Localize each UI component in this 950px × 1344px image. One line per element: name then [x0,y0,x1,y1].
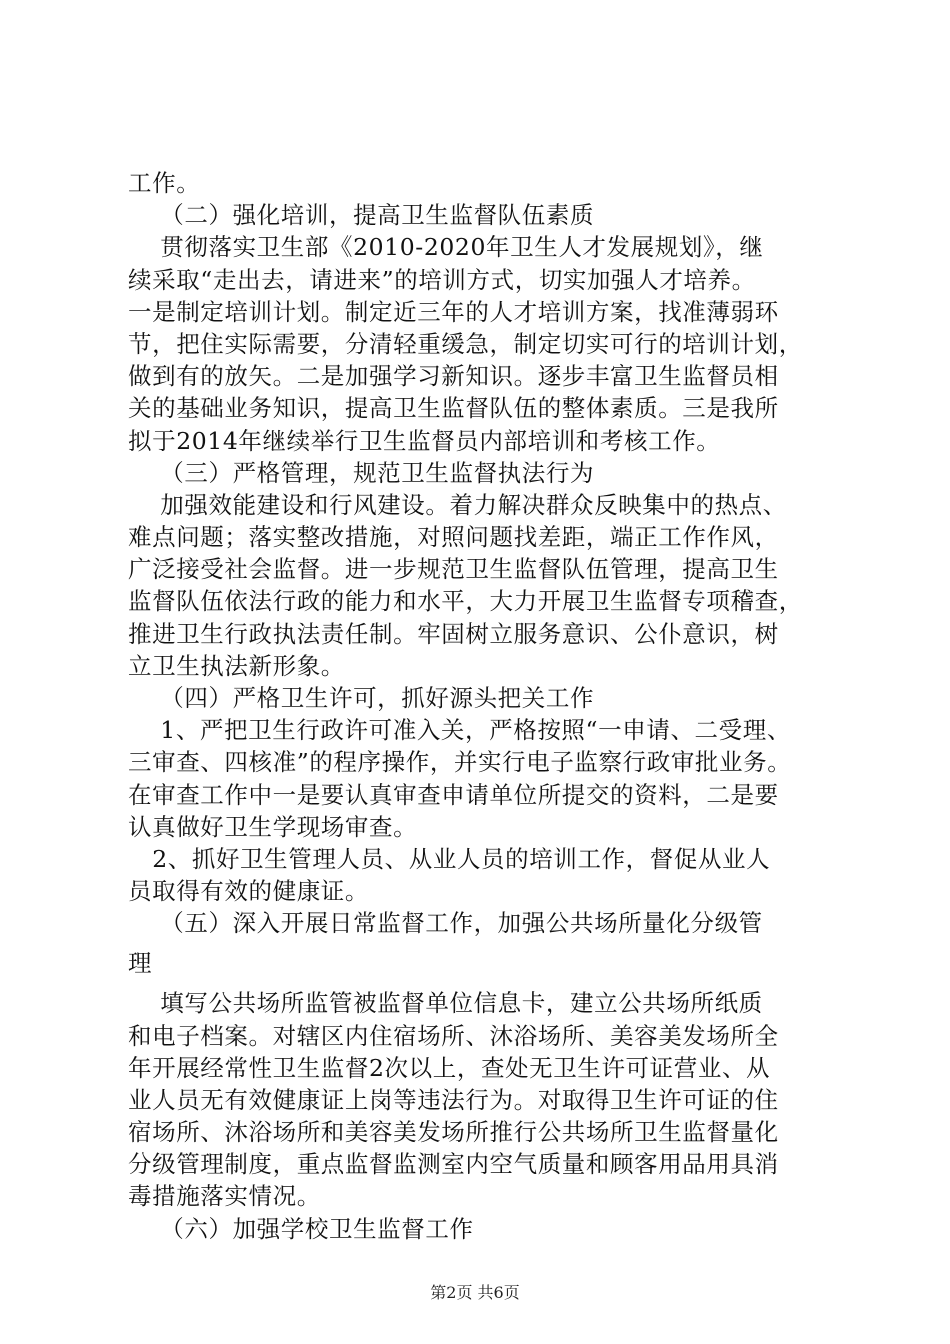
text-line: 分级管理制度，重点监督监测室内空气质量和顾客用品用具消 [128,1150,779,1179]
text-line: 2、抓好卫生管理人员、从业人员的培训工作，督促从业人 [128,844,771,873]
text-line: 三审查、四核准”的程序操作，并实行电子监察行政审批业务。 [128,748,792,777]
text-line: 广泛接受社会监督。进一步规范卫生监督队伍管理，提高卫生 [128,555,779,584]
text-line: 1、严把卫生行政许可准入关，严格按照“一申请、二受理、 [128,716,791,745]
text-line: 推进卫生行政执法责任制。牢固树立服务意识、公仆意识，树 [128,619,779,648]
text-line: 关的基础业务知识，提高卫生监督队伍的整体素质。三是我所 [128,394,779,423]
text-line: 续采取“走出去，请进来”的培训方式，切实加强人才培养。 [128,265,756,294]
section-heading-2: （二）强化培训，提高卫生监督队伍素质 [128,201,595,230]
text-line: 立卫生执法新形象。 [128,651,345,680]
text-line: 贯彻落实卫生部《2010-2020年卫生人才发展规划》，继 [128,233,764,262]
text-line: 和电子档案。对辖区内住宿场所、沐浴场所、美容美发场所全 [128,1021,779,1050]
text-line: 在审查工作中一是要认真审查申请单位所提交的资料，二是要 [128,780,779,809]
text-line: 员取得有效的健康证。 [128,877,369,906]
text-line: 工作。 [128,169,201,197]
text-line: 做到有的放矢。二是加强学习新知识。逐步丰富卫生监督员相 [128,362,779,391]
text-line: 理 [128,949,153,978]
text-line: 一是制定培训计划。制定近三年的人才培训方案，找准薄弱环 [128,297,779,326]
text-line: 业人员无有效健康证上岗等违法行为。对取得卫生许可证的住 [128,1085,779,1114]
text-line: 监督队伍依法行政的能力和水平，大力开展卫生监督专项稽查， [128,587,803,616]
text-line: 拟于2014年继续举行卫生监督员内部培训和考核工作。 [128,426,721,455]
text-line: 认真做好卫生学现场审查。 [128,812,418,841]
section-heading-4: （四）严格卫生许可，抓好源头把关工作 [128,684,595,712]
section-heading-3: （三）严格管理，规范卫生监督执法行为 [128,458,595,487]
section-heading-5: （五）深入开展日常监督工作，加强公共场所量化分级管 [128,909,763,938]
text-line: 填写公共场所监管被监督单位信息卡，建立公共场所纸质 [128,989,763,1018]
text-line: 年开展经常性卫生监督2次以上，查处无卫生许可证营业、从 [128,1053,771,1082]
page-number-footer: 第2页 共6页 [430,1283,520,1302]
text-line: 节，把住实际需要，分清轻重缓急，制定切实可行的培训计划， [128,329,803,358]
text-line: 加强效能建设和行风建设。着力解决群众反映集中的热点、 [128,490,787,519]
text-line: 难点问题；落实整改措施，对照问题找差距，端正工作作风， [128,523,779,552]
text-line: 毒措施落实情况。 [128,1182,321,1211]
document-body [128,167,828,1245]
section-heading-6: （六）加强学校卫生监督工作 [128,1214,474,1243]
text-line: 宿场所、沐浴场所和美容美发场所推行公共场所卫生监督量化 [128,1118,779,1147]
